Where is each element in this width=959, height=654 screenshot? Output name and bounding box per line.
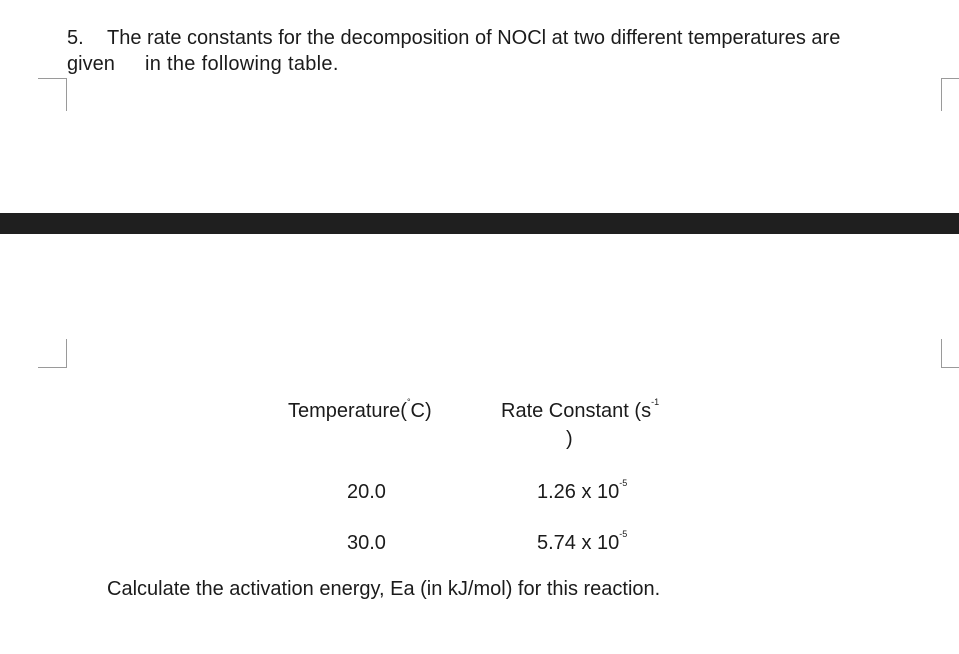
page-corner-top-left bbox=[38, 78, 67, 111]
header-temperature-text: Temperature( bbox=[288, 400, 407, 422]
row-2-rate bbox=[537, 531, 627, 555]
header-temperature-unit: C) bbox=[410, 400, 432, 422]
page-break-separator bbox=[0, 213, 959, 234]
calculation-prompt: Calculate the activation energy, Ea (in kJ/mol) for this reaction. bbox=[107, 578, 661, 600]
degree-symbol: ° bbox=[406, 397, 411, 408]
row-1-rate-mantissa: 1.26 x 10 bbox=[537, 481, 620, 503]
header-rate-text: Rate Constant (s bbox=[501, 400, 652, 422]
row-2-temperature: 30.0 bbox=[347, 532, 386, 554]
header-temperature bbox=[288, 399, 432, 423]
question-line-1: The rate constants for the decomposition of NOCl at two different temperatures are bbox=[107, 27, 841, 49]
header-rate-close-paren: ) bbox=[566, 428, 573, 450]
page-corner-bottom-right bbox=[941, 339, 959, 368]
row-1-temperature: 20.0 bbox=[347, 481, 386, 503]
row-2-rate-exponent: -5 bbox=[619, 529, 628, 540]
row-1-rate bbox=[537, 480, 627, 504]
page-corner-top-right bbox=[941, 78, 959, 111]
question-line-2a: given bbox=[67, 53, 115, 75]
question-line-2b: in the following table. bbox=[145, 53, 339, 75]
question-number: 5. bbox=[67, 27, 84, 49]
row-2-rate-mantissa: 5.74 x 10 bbox=[537, 532, 620, 554]
header-rate-constant bbox=[501, 399, 659, 423]
page-corner-bottom-left bbox=[38, 339, 67, 368]
row-1-rate-exponent: -5 bbox=[619, 478, 628, 489]
header-rate-exponent: -1 bbox=[651, 397, 660, 408]
